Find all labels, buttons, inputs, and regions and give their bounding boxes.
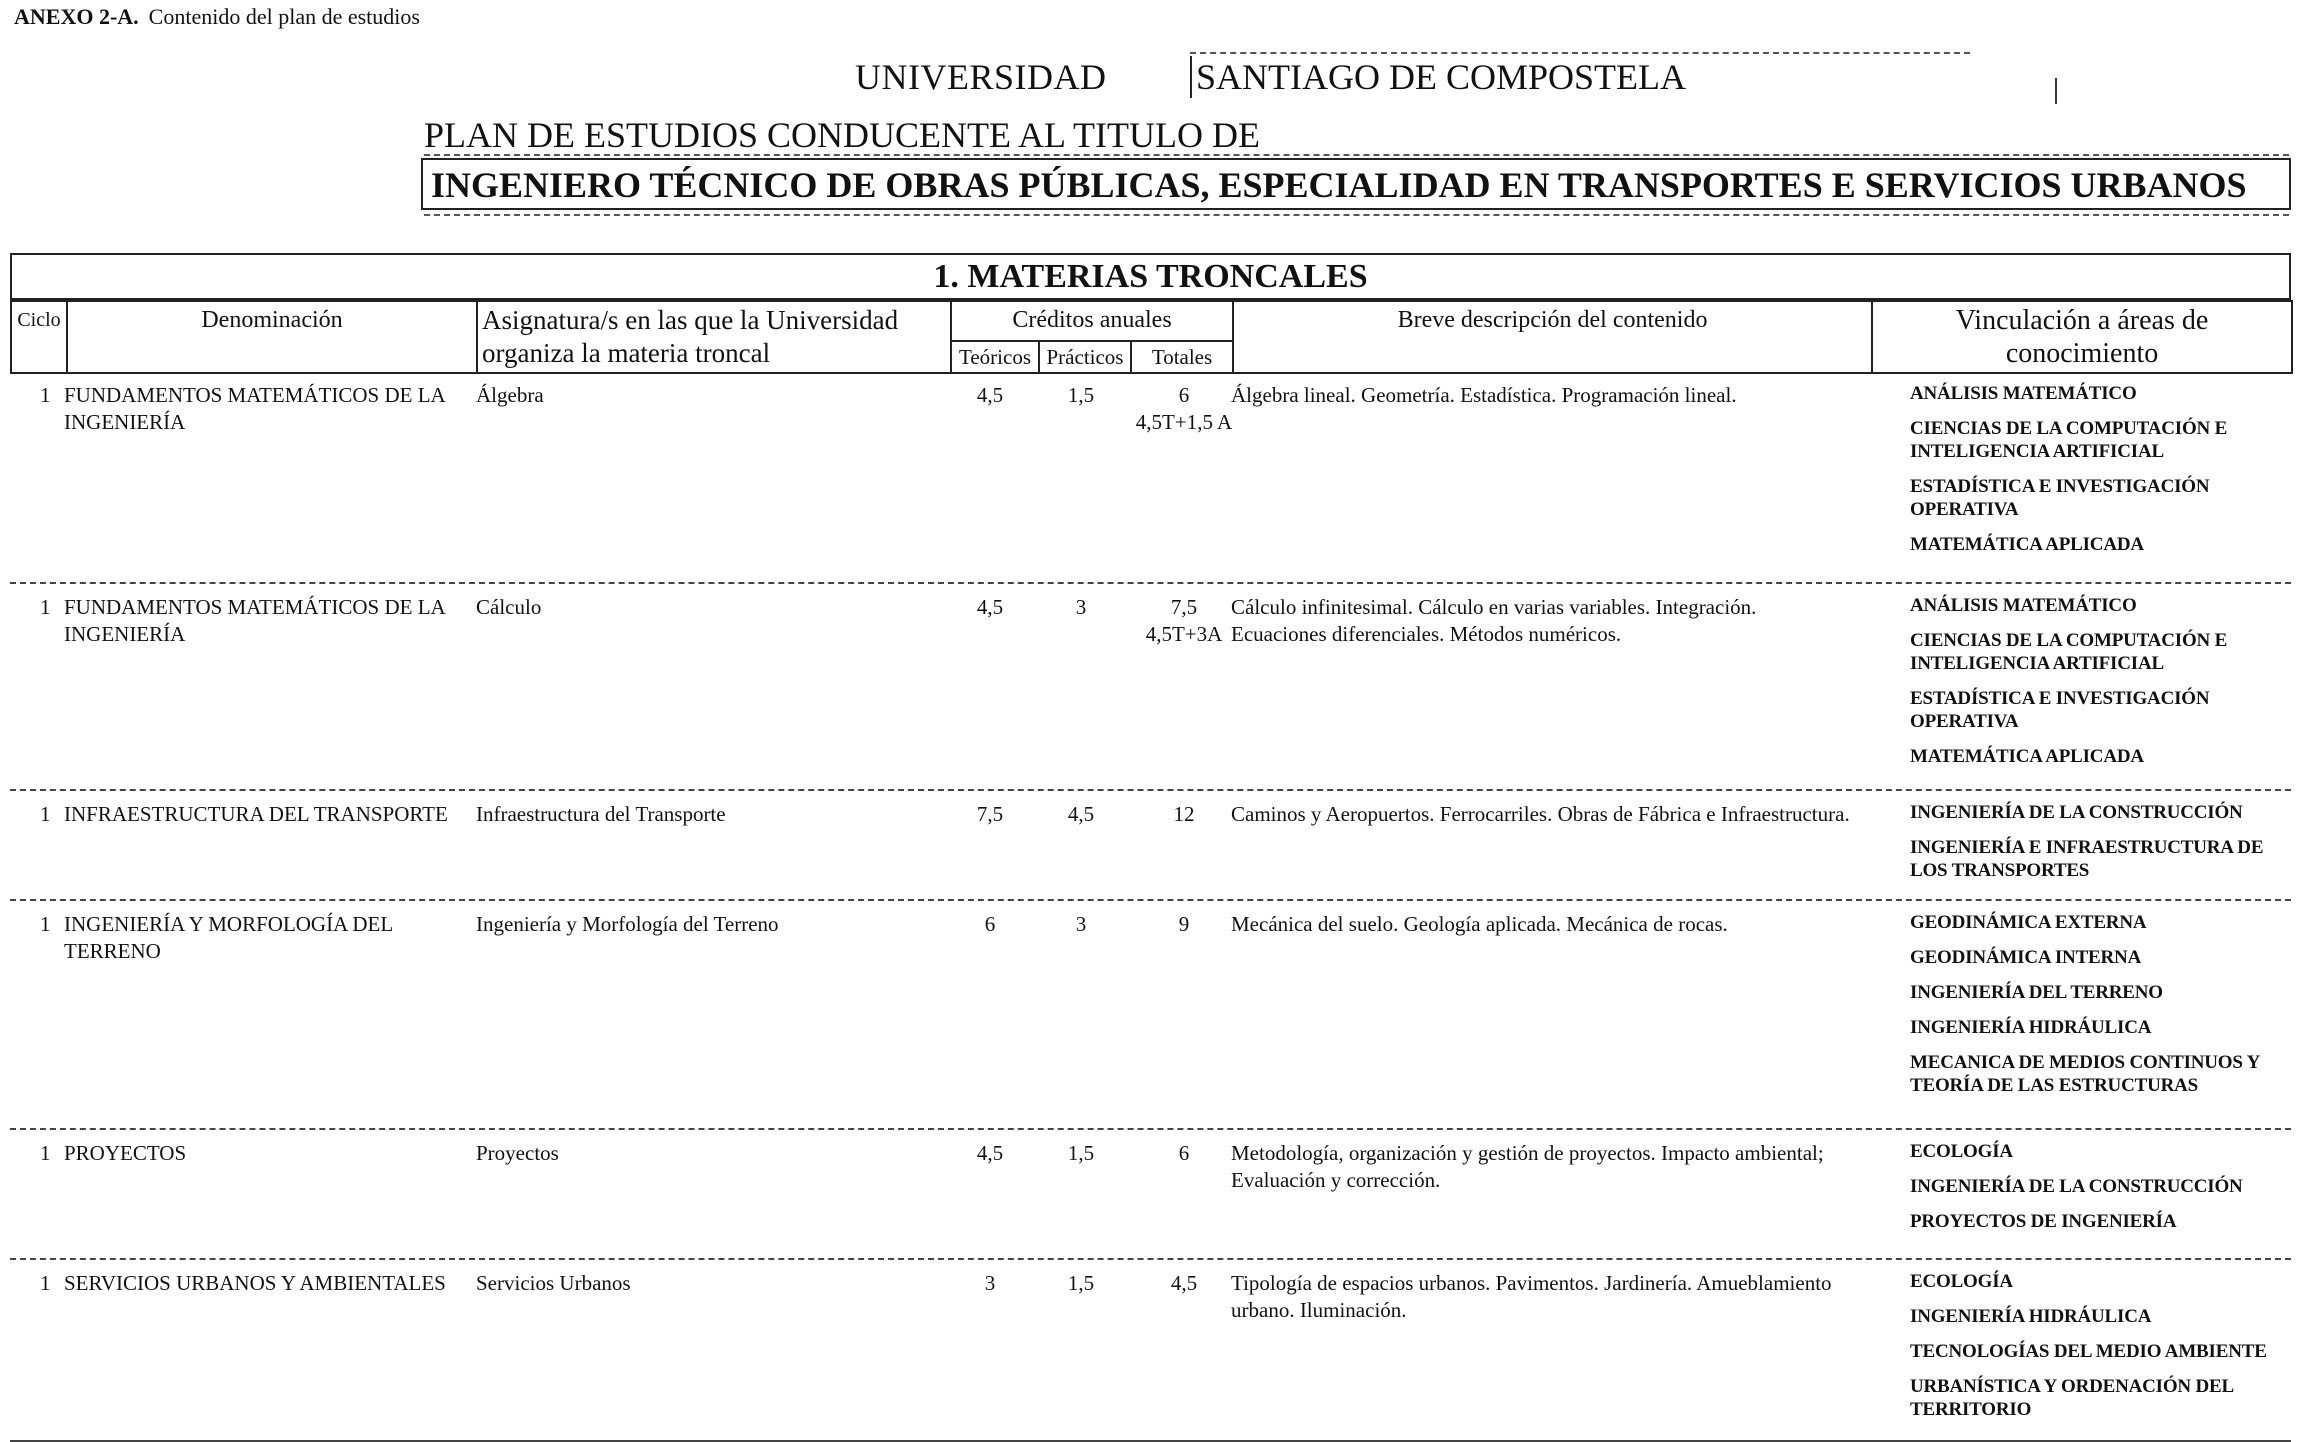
area-item: MATEMÁTICA APLICADA [1910,534,2144,555]
table-row [10,1260,2291,1442]
cell-totales: 9 [1178,912,1190,936]
troncales-rows [10,372,2291,1442]
cell-descripcion: Tipología de espacios urbanos. Pavimentos. Jardinería. Amueblamiento urbano. Iluminación. [1231,1271,1832,1322]
header-divider-tick [2055,78,2057,104]
cell-teoricos: 4,5 [976,383,1004,407]
section-title-box [10,253,2291,300]
table-row [10,372,2291,584]
area-item: TECNOLOGÍAS DEL MEDIO AMBIENTE [1910,1341,2267,1362]
area-item: MECANICA DE MEDIOS CONTINUOS Y TEORÍA DE LAS ESTRUCTURAS [1910,1052,2260,1096]
cell-denominacion: INFRAESTRUCTURA DEL TRANSPORTE [64,802,448,826]
annex-text: Contenido del plan de estudios [148,4,420,29]
cell-teoricos: 3 [984,1271,996,1295]
area-item: ANÁLISIS MATEMÁTICO [1910,595,2137,616]
area-item: ESTADÍSTICA E INVESTIGACIÓN OPERATIVA [1910,688,2210,732]
area-item: INGENIERÍA HIDRÁULICA [1910,1306,2152,1327]
area-item: CIENCIAS DE LA COMPUTACIÓN E INTELIGENCIA ARTIFICIAL [1910,630,2228,674]
cell-areas [1910,382,2299,568]
area-item: ECOLOGÍA [1910,1141,2013,1162]
area-item: GEODINÁMICA INTERNA [1910,947,2142,968]
table-row [10,1130,2291,1260]
plan-dashed-rule [424,154,2289,156]
university-name: SANTIAGO DE COMPOSTELA [1190,56,1686,98]
area-item: INGENIERÍA HIDRÁULICA [1910,1017,2152,1038]
area-item: ESTADÍSTICA E INVESTIGACIÓN OPERATIVA [1910,476,2210,520]
cell-totales [1130,382,1238,436]
cell-descripcion: Cálculo infinitesimal. Cálculo en varias variables. Integración. Ecuaciones diferenciales. Métodos numéricos. [1231,595,1757,646]
header-dashed-rule [1190,52,1970,54]
area-item: INGENIERÍA E INFRAESTRUCTURA DE LOS TRANSPORTES [1910,837,2264,881]
area-item: INGENIERÍA DE LA CONSTRUCCIÓN [1910,802,2243,823]
cell-ciclo: 1 [40,802,51,826]
cell-totales: 4,5 [1170,1271,1198,1295]
cell-practicos: 1,5 [1067,1271,1095,1295]
cell-asignatura: Álgebra [476,383,544,407]
col-teoricos: Teóricos [951,341,1039,373]
area-item: PROYECTOS DE INGENIERÍA [1910,1211,2177,1232]
section-title: 1. MATERIAS TRONCALES [933,258,1368,295]
area-item: URBANÍSTICA Y ORDENACIÓN DEL TERRITORIO [1910,1376,2233,1420]
degree-dashed-rule [424,214,2289,216]
cell-practicos: 1,5 [1067,383,1095,407]
cell-teoricos: 4,5 [976,595,1004,619]
cell-areas [1910,1140,2299,1245]
totales-value: 7,5 [1170,595,1198,619]
cell-practicos: 1,5 [1067,1141,1095,1165]
cell-denominacion: INGENIERÍA Y MORFOLOGÍA DEL TERRENO [64,912,393,963]
col-practicos: Prácticos [1039,341,1131,373]
cell-ciclo: 1 [40,595,51,619]
cell-denominacion: FUNDAMENTOS MATEMÁTICOS DE LA INGENIERÍA [64,595,445,646]
cell-totales: 12 [1173,802,1195,826]
cell-teoricos: 4,5 [976,1141,1004,1165]
totales-value: 6 [1178,383,1190,407]
cell-areas [1910,801,2299,894]
col-vinculacion: Vinculación a áreas de conocimiento [1872,301,2292,373]
cell-descripcion: Caminos y Aeropuertos. Ferrocarriles. Obras de Fábrica e Infraestructura. [1231,802,1850,826]
cell-asignatura: Servicios Urbanos [476,1271,631,1295]
area-item: CIENCIAS DE LA COMPUTACIÓN E INTELIGENCIA ARTIFICIAL [1910,418,2228,462]
cell-areas [1910,911,2299,1109]
university-label: UNIVERSIDAD [855,57,1107,97]
col-asignatura: Asignatura/s en las que la Universidad organiza la materia troncal [477,301,951,373]
cell-practicos: 3 [1075,912,1087,936]
cell-asignatura: Proyectos [476,1141,559,1165]
cell-practicos: 4,5 [1067,802,1095,826]
annex-label: ANEXO 2-A. [14,4,139,29]
area-item: MATEMÁTICA APLICADA [1910,746,2144,767]
troncales-header-table [10,300,2293,374]
cell-descripcion: Metodología, organización y gestión de proyectos. Impacto ambiental; Evaluación y corrección. [1231,1141,1824,1192]
cell-denominacion: PROYECTOS [64,1141,187,1165]
cell-totales [1130,594,1238,648]
cell-ciclo: 1 [40,1271,51,1295]
area-item: INGENIERÍA DEL TERRENO [1910,982,2163,1003]
cell-areas [1910,1270,2299,1433]
area-item: ECOLOGÍA [1910,1271,2013,1292]
table-row [10,584,2291,791]
degree-title-box [421,158,2291,210]
cell-descripcion: Mecánica del suelo. Geología aplicada. Mecánica de rocas. [1231,912,1728,936]
col-descripcion: Breve descripción del contenido [1233,301,1872,373]
col-creditos: Créditos anuales [951,301,1233,341]
cell-ciclo: 1 [40,1141,51,1165]
totales-note: 4,5T+3A [1145,622,1223,646]
cell-asignatura: Infraestructura del Transporte [476,802,726,826]
cell-denominacion: FUNDAMENTOS MATEMÁTICOS DE LA INGENIERÍA [64,383,445,434]
cell-teoricos: 7,5 [976,802,1004,826]
col-ciclo: Ciclo [11,301,67,373]
cell-denominacion: SERVICIOS URBANOS Y AMBIENTALES [64,1271,446,1295]
cell-descripcion: Álgebra lineal. Geometría. Estadística. Programación lineal. [1231,383,1737,407]
table-row [10,901,2291,1130]
col-denominacion: Denominación [67,301,477,373]
annex-heading [14,4,420,30]
plan-label: PLAN DE ESTUDIOS CONDUCENTE AL TITULO DE [424,115,1260,155]
area-item: ANÁLISIS MATEMÁTICO [1910,383,2137,404]
cell-ciclo: 1 [40,383,51,407]
area-item: GEODINÁMICA EXTERNA [1910,912,2147,933]
col-totales: Totales [1131,341,1233,373]
cell-ciclo: 1 [40,912,51,936]
cell-totales: 6 [1178,1141,1190,1165]
area-item: INGENIERÍA DE LA CONSTRUCCIÓN [1910,1176,2243,1197]
cell-asignatura: Cálculo [476,595,542,619]
totales-note: 4,5T+1,5 A [1135,410,1233,434]
cell-practicos: 3 [1075,595,1087,619]
cell-teoricos: 6 [984,912,996,936]
cell-areas [1910,594,2299,780]
table-row [10,791,2291,901]
cell-asignatura: Ingeniería y Morfología del Terreno [476,912,779,936]
degree-title: INGENIERO TÉCNICO DE OBRAS PÚBLICAS, ESPECIALIDAD EN TRANSPORTES E SERVICIOS URBANOS [431,165,2247,205]
